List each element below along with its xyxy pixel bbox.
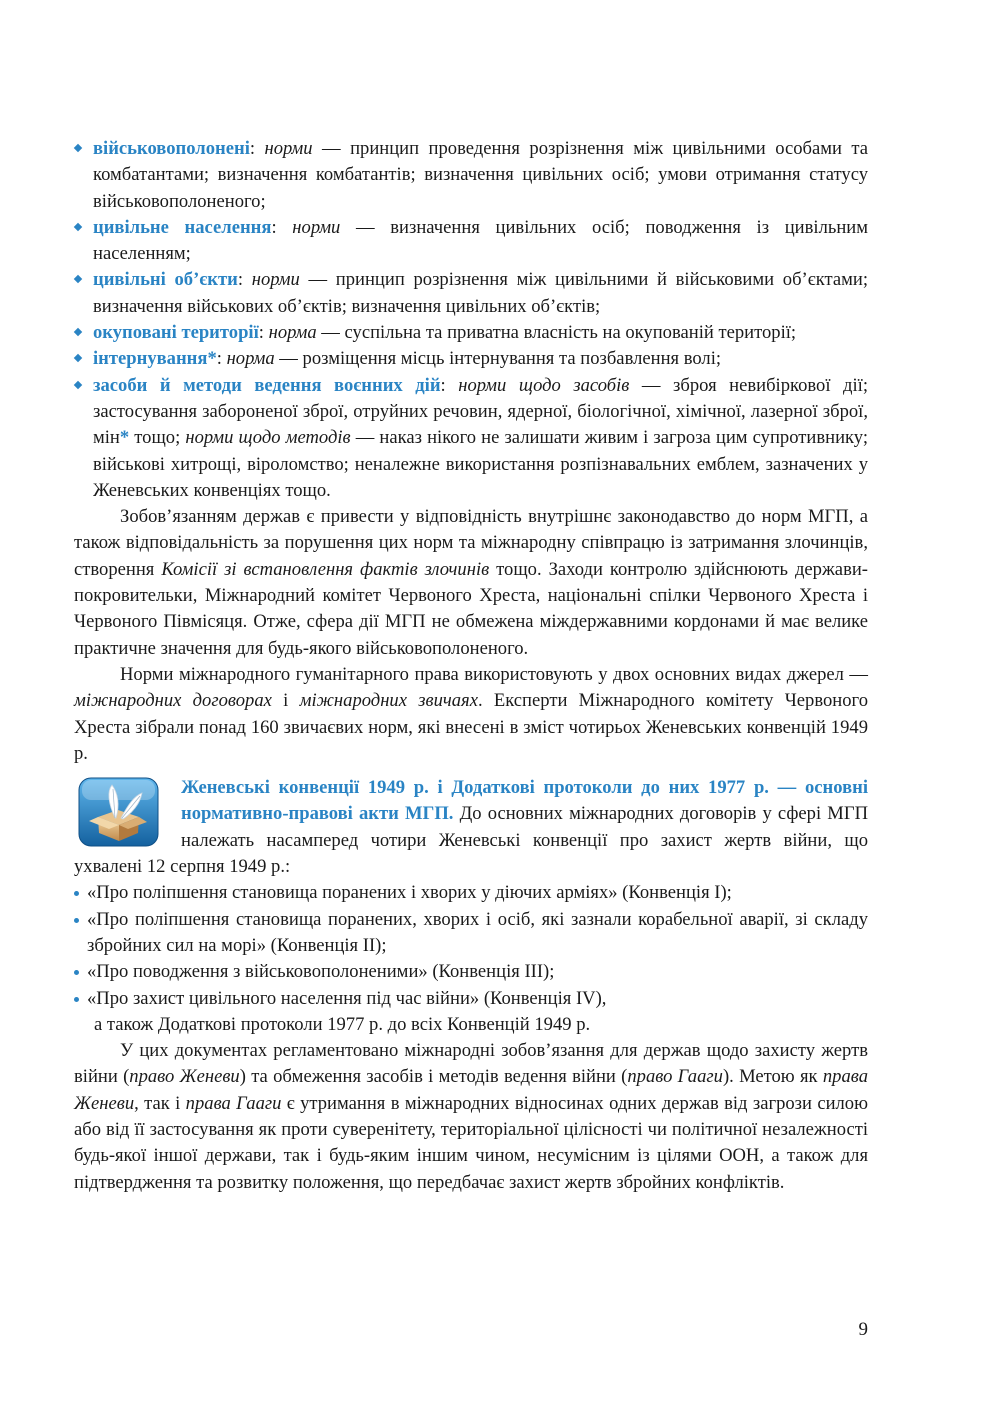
norm-label: норми xyxy=(292,216,341,238)
term: засоби й методи ведення воєнних дій xyxy=(93,374,441,396)
list-item: «Про поліпшення становища поранених, хворих і осіб, які зазнали корабельної аварії, зі складу збройних сил на морі» (Конвенція ІІ); xyxy=(74,907,868,960)
protocols-line: а також Додаткові протоколи 1977 р. до всіх Конвенцій 1949 р. xyxy=(94,1013,591,1035)
norm-label: норми щодо засобів xyxy=(458,374,630,396)
list-item: цивільне населення: норми — визначення цивільних осіб; поводження із цивільним населенням; xyxy=(74,215,868,268)
dot-bullet-icon xyxy=(74,970,79,975)
term: цивільні об’єкти xyxy=(93,269,238,291)
paragraph-geneva-hague: У цих документах регламентовано міжнародні зобов’язання для держав щодо захисту жертв війни (право Женеви) та обмеження засобів і методів ведення війни (право Гааги). Метою як права Женеви, так і права Гааги є утримання в міжнародних відносинах одних держав від загрози силою або від її застосування як проти суверенітету, територіальної цілісності чи політичної незалежності будь-якої іншої держави, так і будь-яким іншим чином, несумісним із цілями ООН, а також для підтвердження та розвитку положення, що передбачає захист жертв збройних конфліктів. xyxy=(74,1040,869,1193)
geneva-section xyxy=(74,775,868,880)
glossary-star: * xyxy=(119,427,130,449)
norm-label: норми xyxy=(251,269,300,291)
page-number: 9 xyxy=(858,1319,868,1340)
page-body xyxy=(74,136,868,1196)
list-item: військовополонені: норми — принцип проведення розрізнення між цивільними особами та комбатантами; визначення комбатантів; визначення цивільних осіб; умови отримання статусу військовополоненого; xyxy=(74,136,868,215)
diamond-bullet-icon xyxy=(74,275,82,283)
paragraph-sources: Норми міжнародного гуманітарного права використовують у двох основних видах джерел — міжнародних договорах і міжнародних звичаях. Експерти Міжнародного комітету Червоного Хреста зібрали понад 160 звичаєвих норм, які внесені в зміст чотирьох Женевських конвенцій 1949 р. xyxy=(74,663,869,764)
diamond-bullet-icon xyxy=(74,144,82,152)
list-item: «Про поліпшення становища поранених і хворих у діючих арміях» (Конвенція І); xyxy=(74,880,868,906)
list-item: засоби й методи ведення воєнних дій: норми щодо засобів — зброя невибіркової дії; застосування забороненої зброї, отруйних речовин, ядерної, біологічної, хімічної, лазерної зброї, мін* тощо; норми щодо методів — наказ нікого не залишати живим і загроза цим супротивнику; військові хитрощі, віроломство; неналежне використання розпізнавальних емблем, зазначених у Женевських конвенціях тощо. xyxy=(74,373,868,504)
list-item: «Про поводження з військовополоненими» (Конвенція ІІІ); xyxy=(74,959,868,985)
diamond-bullet-icon xyxy=(74,328,82,336)
open-box-with-quill-icon xyxy=(78,777,159,847)
geneva-paragraph: Женевські конвенції 1949 р. і Додаткові протоколи до них 1977 р. — основні нормативно-правові акти МГП. До основних міжнародних договорів у сфері МГП належать насамперед чотири Женевські конвенції про захист жертв війни, що ухвалені 12 серпня 1949 р.: xyxy=(74,777,868,878)
norm-label: норма xyxy=(268,322,317,344)
diamond-bullet-icon xyxy=(74,354,82,362)
list-item: окуповані території: норма — суспільна та приватна власність на окупованій території; xyxy=(74,320,868,346)
list-item: «Про захист цивільного населення під час війни» (Конвенція IV), xyxy=(74,986,868,1012)
diamond-bullet-icon xyxy=(74,380,82,388)
term: окуповані території xyxy=(93,322,259,344)
dot-bullet-icon xyxy=(74,997,79,1002)
norm-label: норми xyxy=(264,138,313,159)
section-heading: Женевські конвенції 1949 р. і Додаткові протоколи до них 1977 р. — основні нормативно-правові акти МГП. xyxy=(181,777,868,825)
term: інтернування xyxy=(93,348,208,370)
norm-label: норма xyxy=(226,348,275,370)
diamond-bullet-icon xyxy=(74,223,82,231)
norm-label: норми щодо методів xyxy=(185,427,351,449)
list-item: цивільні об’єкти: норми — принцип розрізнення між цивільними й військовими об’єктами; визначення військових об’єктів; визначення цивільних об’єктів; xyxy=(74,267,868,320)
glossary-star: * xyxy=(207,348,217,370)
paragraph-obligations: Зобов’язанням держав є привести у відповідність внутрішнє законодавство до норм МГП, а також відповідальність за порушення цих норм та міжнародну співпрацю із затримання злочинців, створення Комісії зі встановлення фактів злочинів тощо. Заходи контролю здійснюють держави-покровительки, Міжнародний комітет Червоного Хреста, національні спілки Червоного Хреста і Червоного Півмісяця. Отже, сфера дії МГП не обмежена міждержавними кордонами й має велике практичне значення для будь-якого військовополоненого. xyxy=(74,506,868,659)
term: військовополонені xyxy=(93,138,250,159)
list-item: інтернування*: норма — розміщення місць інтернування та позбавлення волі; xyxy=(74,346,868,372)
definitions-list xyxy=(74,136,868,504)
conventions-list xyxy=(74,880,868,1011)
dot-bullet-icon xyxy=(74,918,79,923)
term: цивільне населення xyxy=(93,216,272,238)
dot-bullet-icon xyxy=(74,891,79,896)
